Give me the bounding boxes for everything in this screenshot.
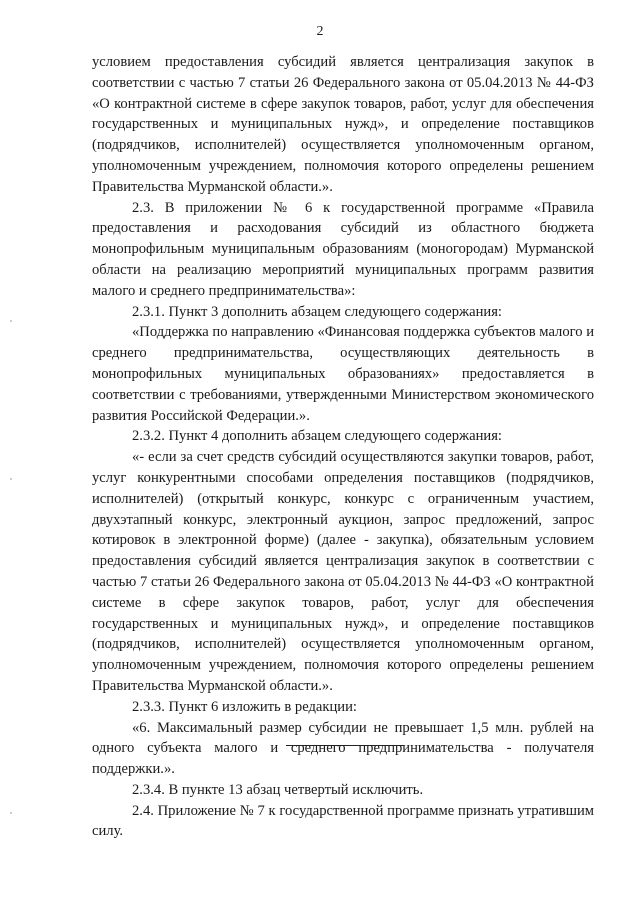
scan-speck [10, 478, 12, 480]
paragraph-2-3-2: 2.3.2. Пункт 4 дополнить абзацем следующего содержания: [132, 428, 502, 445]
scan-speck [10, 812, 12, 814]
paragraph-quote-max-subsidy: «6. Максимальный размер субсидии не превышает 1,5 млн. рублей на одного субъекта малого и среднего предпринимательства - получателя поддержки.». [92, 719, 594, 778]
scan-speck [10, 320, 12, 322]
paragraph-2-3-3: 2.3.3. Пункт 6 изложить в редакции: [132, 698, 357, 715]
paragraph-2-3: 2.3. В приложении № 6 к государственной программе «Правила предоставления и расходования субсидий из областного бюджета монопрофильным муниципальным образованиям (моногородам) Мурманской области на реализацию мероприятий муниципальных программ развития малого и среднего предпринимательства»: [92, 199, 594, 299]
document-body [92, 52, 594, 842]
paragraph-2-3-4: 2.3.4. В пункте 13 абзац четвертый исключить. [132, 781, 424, 798]
paragraph-quote-procurement: «- если за счет средств субсидий осуществляются закупки товаров, работ, услуг конкурентными способами определения поставщиков (подрядчиков, исполнителей) (открытый конкурс, конкурс с ограниченным участием, двухэтапный конкурс, электронный аукцион, запрос предложений, запрос котировок в электронной форме) (далее - закупка), обязательным условием предоставления субсидий является централизация закупок в соответствии с частью 7 статьи 26 Федерального закона от 05.04.2013 № 44-ФЗ «О контрактной системе в сфере закупок товаров, работ, услуг для обеспечения государственных и муниципальных нужд», и определение поставщиков (подрядчиков, исполнителей) осуществляется уполномоченным органом, уполномоченным учреждением, полномочия которого определены решением Правительства Мурманской области.». [92, 449, 594, 694]
end-separator-line [286, 745, 404, 746]
paragraph-2-4: 2.4. Приложение № 7 к государственной программе признать утратившим силу. [92, 802, 594, 840]
page-number: 2 [316, 24, 324, 39]
paragraph-quote-support: «Поддержка по направлению «Финансовая поддержка субъектов малого и среднего предпринимательства, осуществляющих деятельность в монопрофильных муниципальных образованиях» предоставляется в соответствии с требованиями, утвержденными Министерством экономического развития Российской Федерации.». [92, 324, 595, 424]
paragraph-continuation: условием предоставления субсидий является централизация закупок в соответствии с частью 7 статьи 26 Федерального закона от 05.04.2013 № 44-ФЗ «О контрактной системе в сфере закупок товаров, работ, услуг для обеспечения государственных и муниципальных нужд», и определение поставщиков (подрядчиков, исполнителей) осуществляется уполномоченным органом, уполномоченным учреждением, полномочия которого определены решением Правительства Мурманской области.». [92, 54, 594, 195]
paragraph-2-3-1: 2.3.1. Пункт 3 дополнить абзацем следующего содержания: [132, 303, 502, 320]
